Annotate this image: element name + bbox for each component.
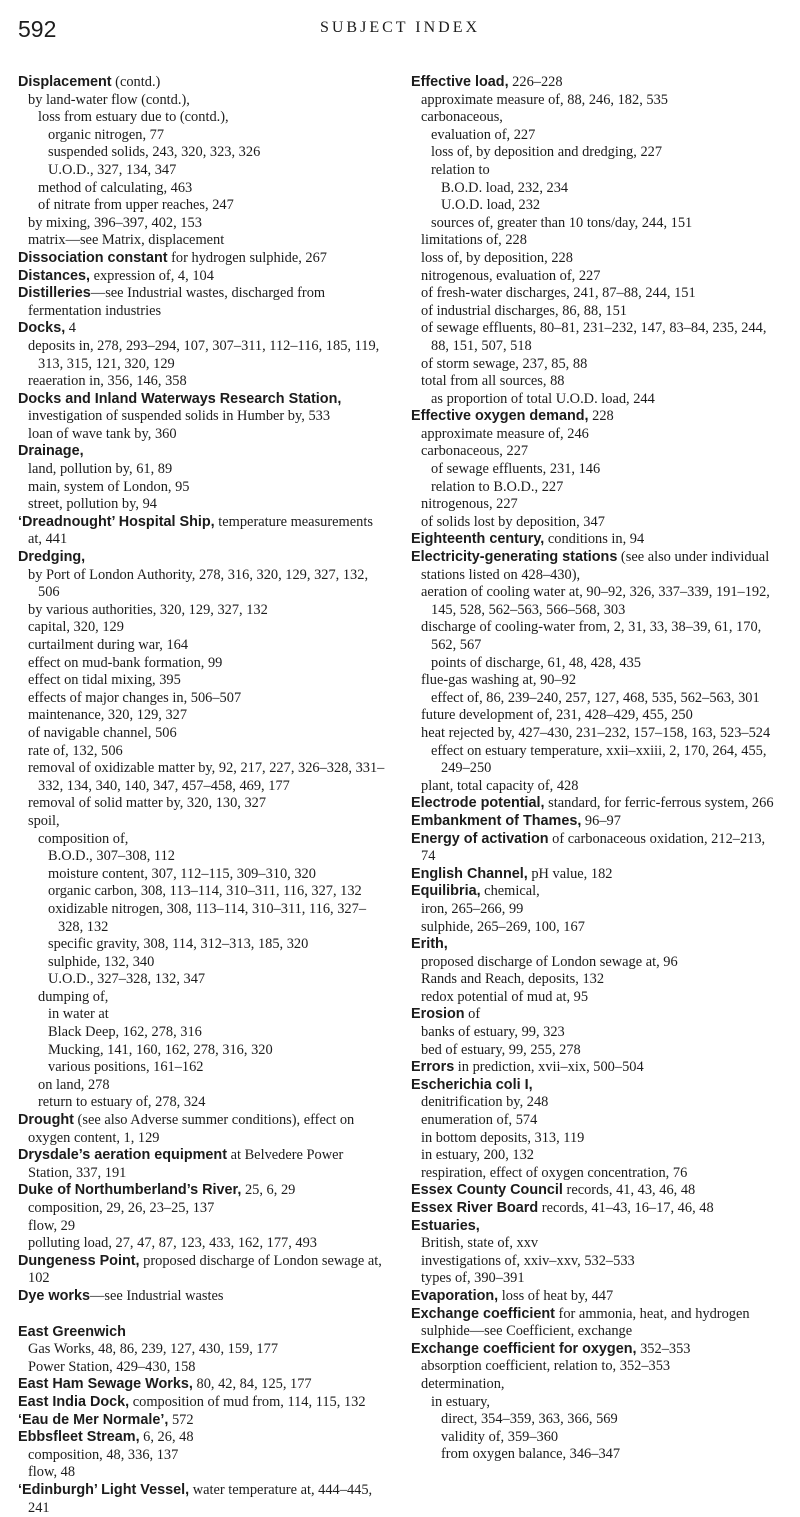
entry-text: records, 41–43, 16–17, 46, 48 <box>538 1200 714 1216</box>
entry-text: proposed discharge of London sewage at, 102 <box>28 1252 382 1287</box>
index-subentry: moisture content, 307, 112–115, 309–310, 320 <box>48 865 316 882</box>
index-subentry: Rands and Reach, deposits, 132 <box>421 971 605 988</box>
entry-heading: Distances, <box>18 267 90 284</box>
index-subentry: main, system of London, 95 <box>28 478 190 495</box>
index-subentry: by land-water flow (contd.), <box>28 91 190 108</box>
index-entry <box>18 1429 389 1447</box>
entry-heading: Embankment of Thames, <box>411 812 582 829</box>
index-subentry: maintenance, 320, 129, 327 <box>28 707 188 724</box>
index-entry <box>18 1253 389 1288</box>
entry-heading: Ebbsfleet Stream, <box>18 1429 140 1446</box>
index-subentry: of sewage effluents, 80–81, 231–232, 147, 83–84, 235, 244, 88, 151, 507, 518 <box>421 320 767 354</box>
index-subentry: effects of major changes in, 506–507 <box>28 689 242 706</box>
index-subentry: rate of, 132, 506 <box>28 742 123 759</box>
index-subentry: limitations of, 228 <box>421 232 527 249</box>
page-number: 592 <box>18 16 57 42</box>
index-subentry: return to estuary of, 278, 324 <box>38 1094 206 1111</box>
index-subentry: U.O.D., 327–328, 132, 347 <box>48 971 206 988</box>
entry-heading: ‘Edinburgh’ Light Vessel, <box>18 1481 190 1498</box>
entry-text: pH value, 182 <box>527 865 613 882</box>
index-subentry: in bottom deposits, 313, 119 <box>421 1129 585 1146</box>
index-subentry: by mixing, 396–397, 402, 153 <box>28 214 202 231</box>
entry-text: 572 <box>168 1411 194 1428</box>
index-subentry: types of, 390–391 <box>421 1270 525 1287</box>
entry-heading: Displacement <box>18 74 112 90</box>
index-subentry: effect on estuary temperature, xxii–xxiii, 2, 170, 264, 455, 249–250 <box>431 742 767 777</box>
index-subentry: land, pollution by, 61, 89 <box>28 461 173 478</box>
index-entry <box>18 1324 389 1342</box>
index-subentry: proposed discharge of London sewage at, 96 <box>421 953 678 970</box>
entry-heading: East Greenwich <box>18 1323 126 1340</box>
entry-text: in prediction, xvii–xix, 500–504 <box>454 1059 644 1076</box>
index-subentry: sources of, greater than 10 tons/day, 244, 151 <box>431 214 693 231</box>
entry-text: of <box>464 1006 481 1023</box>
entry-heading: Drysdale’s aeration equipment <box>18 1147 227 1164</box>
index-entry <box>18 1288 389 1306</box>
entry-heading: Dye works <box>18 1287 90 1304</box>
index-entry <box>411 1288 782 1306</box>
index-entry <box>411 531 782 549</box>
entry-text: 80, 42, 84, 125, 177 <box>192 1376 312 1393</box>
index-subentry: removal of oxidizable matter by, 92, 217, 227, 326–328, 331–332, 134, 340, 140, 347, 457–458, 469, 177 <box>28 760 385 794</box>
index-subentry: composition, 29, 26, 23–25, 137 <box>28 1200 215 1216</box>
index-subentry: of industrial discharges, 86, 88, 151 <box>421 302 627 319</box>
index-subentry: suspended solids, 243, 320, 323, 326 <box>48 144 261 161</box>
index-subentry: in estuary, <box>431 1393 491 1410</box>
entry-text: —see Industrial wastes, discharged from fermentation industries <box>28 285 326 319</box>
index-subentry: relation to <box>431 161 490 178</box>
entry-heading: East Ham Sewage Works, <box>18 1376 193 1393</box>
index-subentry: carbonaceous, <box>421 109 503 126</box>
section-gap <box>18 1306 389 1324</box>
index-subentry: deposits in, 278, 293–294, 107, 307–311, 112–116, 185, 119, 313, 315, 121, 320, 129 <box>28 337 380 372</box>
entry-heading: Docks, <box>18 320 66 337</box>
index-subentry: flow, 29 <box>28 1217 76 1234</box>
entry-text: standard, for ferric-ferrous system, 266 <box>544 795 774 812</box>
entry-heading: Energy of activation <box>411 830 549 847</box>
index-subentry: flow, 48 <box>28 1464 76 1481</box>
index-entry <box>411 1182 782 1200</box>
index-entry <box>411 1059 782 1077</box>
entry-heading: Electrode potential, <box>411 795 545 812</box>
entry-text: 4 <box>65 320 76 337</box>
index-entry <box>18 1394 389 1412</box>
index-subentry: by Port of London Authority, 278, 316, 320, 129, 327, 132, 506 <box>28 566 369 601</box>
index-subentry: plant, total capacity of, 428 <box>421 777 579 794</box>
index-entry <box>411 866 782 884</box>
index-subentry: U.O.D., 327, 134, 347 <box>48 161 177 178</box>
index-subentry: total from all sources, 88 <box>421 373 565 390</box>
index-entry <box>18 443 389 461</box>
index-subentry: removal of solid matter by, 320, 130, 327 <box>28 795 267 812</box>
entry-text: (see also Adverse summer conditions), effect on oxygen content, 1, 129 <box>28 1112 355 1146</box>
entry-heading: Effective load, <box>411 74 509 90</box>
index-subentry: sulphide, 132, 340 <box>48 953 155 970</box>
index-subentry: polluting load, 27, 47, 87, 123, 433, 162, 177, 493 <box>28 1235 318 1252</box>
index-subentry: of navigable channel, 506 <box>28 724 177 741</box>
index-entry <box>411 1218 782 1236</box>
index-subentry: of storm sewage, 237, 85, 88 <box>421 355 588 372</box>
index-entry <box>18 250 389 268</box>
entry-heading: Drought <box>18 1112 74 1129</box>
index-subentry: dumping of, <box>38 988 109 1005</box>
entry-heading: Electricity-generating stations <box>411 549 618 566</box>
index-subentry: in water at <box>48 1006 109 1023</box>
entry-heading: Erith, <box>411 936 448 953</box>
entry-heading: Drainage, <box>18 443 84 460</box>
index-subentry: of sewage effluents, 231, 146 <box>431 461 601 478</box>
index-subentry: discharge of cooling-water from, 2, 31, 33, 38–39, 61, 170, 562, 567 <box>421 619 762 653</box>
running-title: SUBJECT INDEX <box>319 19 481 36</box>
entry-heading: Eighteenth century, <box>411 531 545 548</box>
entry-text: temperature measurements at, 441 <box>28 513 373 548</box>
index-subentry: as proportion of total U.O.D. load, 244 <box>431 390 655 407</box>
entry-heading: Dungeness Point, <box>18 1252 140 1269</box>
index-subentry: approximate measure of, 246 <box>421 425 589 442</box>
index-entry <box>411 831 782 866</box>
entry-text: chemical, <box>480 883 540 900</box>
entry-heading: Exchange coefficient for oxygen, <box>411 1340 637 1357</box>
index-subentry: effect of, 86, 239–240, 257, 127, 468, 535, 562–563, 301 <box>431 689 760 706</box>
index-subentry: investigations of, xxiv–xxv, 532–533 <box>421 1252 635 1269</box>
index-entry <box>18 74 389 92</box>
index-entry <box>411 74 782 92</box>
entry-text: 226–228 <box>508 74 563 90</box>
entry-text: records, 41, 43, 46, 48 <box>562 1182 696 1199</box>
index-subentry: U.O.D. load, 232 <box>441 197 541 214</box>
index-subentry: organic nitrogen, 77 <box>48 126 165 143</box>
index-subentry: of solids lost by deposition, 347 <box>421 513 605 530</box>
index-entry <box>411 1006 782 1024</box>
entry-text: of carbonaceous oxidation, 212–213, 74 <box>421 830 766 865</box>
index-subentry: determination, <box>421 1375 505 1392</box>
index-subentry: loss of, by deposition, 228 <box>421 249 573 266</box>
index-entry <box>411 813 782 831</box>
entry-text: composition of mud from, 114, 115, 132 <box>129 1393 366 1410</box>
index-subentry: B.O.D., 307–308, 112 <box>48 848 175 865</box>
index-subentry: capital, 320, 129 <box>28 619 124 636</box>
index-entry <box>411 408 782 426</box>
entry-text: conditions in, 94 <box>544 531 645 548</box>
index-subentry: effect on tidal mixing, 395 <box>28 672 181 689</box>
entry-heading: Essex River Board <box>411 1200 539 1216</box>
index-subentry: flue-gas washing at, 90–92 <box>421 672 577 689</box>
entry-text: for hydrogen sulphide, 267 <box>167 249 328 266</box>
index-entry <box>18 1112 389 1147</box>
entry-heading: Distilleries <box>18 285 91 302</box>
index-subentry: composition of, <box>38 830 129 847</box>
index-entry <box>411 1077 782 1095</box>
entry-heading: Docks and Inland Waterways Research Station, <box>18 390 342 407</box>
index-subentry: spoil, <box>28 812 60 829</box>
index-subentry: aeration of cooling water at, 90–92, 326, 337–339, 191–192, 145, 528, 562–563, 566–568, 303 <box>421 584 770 618</box>
index-subentry: nitrogenous, evaluation of, 227 <box>421 267 601 284</box>
index-subentry: validity of, 359–360 <box>441 1428 559 1445</box>
index-entry <box>411 795 782 813</box>
index-subentry: carbonaceous, 227 <box>421 443 529 460</box>
index-entry <box>411 936 782 954</box>
entry-text: at Belvedere Power Station, 337, 191 <box>28 1147 344 1181</box>
index-subentry: matrix—see Matrix, displacement <box>28 232 225 249</box>
index-subentry: enumeration of, 574 <box>421 1112 538 1129</box>
index-subentry: loss from estuary due to (contd.), <box>38 109 229 126</box>
entry-text: for ammonia, heat, and hydrogen sulphide—see Coefficient, exchange <box>421 1305 750 1340</box>
entry-text: 228 <box>588 408 614 425</box>
index-subentry: iron, 265–266, 99 <box>421 900 524 917</box>
index-subentry: on land, 278 <box>38 1076 110 1093</box>
entry-heading: Equilibria, <box>411 883 481 900</box>
index-entry <box>18 1182 389 1200</box>
index-subentry: nitrogenous, 227 <box>421 496 518 513</box>
entry-heading: Erosion <box>411 1006 465 1023</box>
entry-heading: ‘Eau de Mer Normale’, <box>18 1411 169 1428</box>
index-subentry: in estuary, 200, 132 <box>421 1147 534 1164</box>
index-subentry: B.O.D. load, 232, 234 <box>441 179 569 196</box>
index-subentry: redox potential of mud at, 95 <box>421 988 589 1005</box>
entry-heading: ‘Dreadnought’ Hospital Ship, <box>18 513 215 530</box>
index-entry <box>18 549 389 567</box>
index-entry <box>18 1412 389 1430</box>
index-subentry: from oxygen balance, 346–347 <box>441 1446 621 1463</box>
index-subentry: evaluation of, 227 <box>431 126 536 143</box>
entry-heading: East India Dock, <box>18 1393 130 1410</box>
entry-text: loss of heat by, 447 <box>498 1287 614 1304</box>
entry-text: expression of, 4, 104 <box>90 267 214 284</box>
index-entry <box>18 1376 389 1394</box>
entry-text: 25, 6, 29 <box>241 1182 296 1199</box>
entry-text: (see also under individual stations listed on 428–430), <box>421 549 770 583</box>
entry-text: (contd.) <box>111 74 161 90</box>
index-subentry: banks of estuary, 99, 323 <box>421 1024 565 1041</box>
index-subentry: direct, 354–359, 363, 366, 569 <box>441 1411 618 1428</box>
entry-heading: Exchange coefficient <box>411 1305 555 1322</box>
index-entry <box>18 1482 389 1517</box>
index-subentry: of fresh-water discharges, 241, 87–88, 244, 151 <box>421 285 696 302</box>
index-entry <box>18 268 389 286</box>
index-entry <box>18 391 389 426</box>
index-subentry: of nitrate from upper reaches, 247 <box>38 197 234 214</box>
index-subentry: reaeration in, 356, 146, 358 <box>28 373 187 390</box>
index-entry <box>18 320 389 338</box>
entry-heading: Essex County Council <box>411 1182 563 1199</box>
entry-heading: Dredging, <box>18 549 86 566</box>
index-subentry: Gas Works, 48, 86, 239, 127, 430, 159, 177 <box>28 1341 279 1358</box>
entry-heading: Effective oxygen demand, <box>411 408 589 425</box>
index-subentry: organic carbon, 308, 113–114, 310–311, 116, 327, 132 <box>48 883 362 900</box>
entry-heading: Evaporation, <box>411 1287 499 1304</box>
index-subentry: heat rejected by, 427–430, 231–232, 157–158, 163, 523–524 <box>421 724 771 741</box>
page-header <box>18 16 782 44</box>
index-subentry: points of discharge, 61, 48, 428, 435 <box>431 654 641 671</box>
index-subentry: Mucking, 141, 160, 162, 278, 316, 320 <box>48 1041 273 1058</box>
index-subentry: by various authorities, 320, 129, 327, 132 <box>28 601 268 618</box>
index-entry <box>411 1306 782 1341</box>
index-entry <box>411 1200 782 1218</box>
entry-text: —see Industrial wastes <box>90 1287 224 1304</box>
index-subentry: approximate measure of, 88, 246, 182, 535 <box>421 91 668 108</box>
index-subentry: future development of, 231, 428–429, 455, 250 <box>421 707 693 724</box>
entry-text: 6, 26, 48 <box>139 1429 194 1446</box>
index-subentry: effect on mud-bank formation, 99 <box>28 654 223 671</box>
index-subentry: bed of estuary, 99, 255, 278 <box>421 1041 581 1058</box>
index-entry <box>411 883 782 901</box>
index-subentry: loan of wave tank by, 360 <box>28 425 177 442</box>
index-subentry: method of calculating, 463 <box>38 179 193 196</box>
index-subentry: denitrification by, 248 <box>421 1094 549 1111</box>
index-subentry: respiration, effect of oxygen concentration, 76 <box>421 1164 688 1181</box>
index-subentry: sulphide, 265–269, 100, 167 <box>421 918 585 935</box>
entry-heading: Duke of Northumberland’s River, <box>18 1182 242 1199</box>
index-entry <box>18 1147 389 1182</box>
index-subentry: relation to B.O.D., 227 <box>431 478 564 495</box>
index-entry <box>18 514 389 549</box>
entry-heading: Estuaries, <box>411 1217 480 1234</box>
entry-heading: English Channel, <box>411 865 528 882</box>
index-subentry: various positions, 161–162 <box>48 1059 204 1076</box>
index-subentry: specific gravity, 308, 114, 312–313, 185, 320 <box>48 936 309 953</box>
index-subentry: composition, 48, 336, 137 <box>28 1446 179 1463</box>
index-entry <box>411 549 782 584</box>
left-column <box>18 74 389 1517</box>
index-columns <box>18 74 782 1517</box>
index-subentry: Power Station, 429–430, 158 <box>28 1358 196 1375</box>
index-subentry: street, pollution by, 94 <box>28 496 157 513</box>
index-subentry: absorption coefficient, relation to, 352–353 <box>421 1358 671 1375</box>
index-subentry: curtailment during war, 164 <box>28 637 189 653</box>
entry-text: water temperature at, 444–445, 241 <box>28 1481 373 1516</box>
index-subentry: British, state of, xxv <box>421 1235 539 1252</box>
entry-heading: Dissociation constant <box>18 249 168 266</box>
index-subentry: loss of, by deposition and dredging, 227 <box>431 144 663 161</box>
index-entry <box>411 1341 782 1359</box>
entry-heading: Errors <box>411 1059 455 1076</box>
entry-heading: Escherichia coli I, <box>411 1076 533 1093</box>
entry-text: 352–353 <box>636 1340 691 1357</box>
index-subentry: oxidizable nitrogen, 308, 113–114, 310–311, 116, 327–328, 132 <box>48 900 367 935</box>
entry-text: investigation of suspended solids in Humber by, 533 <box>28 408 331 425</box>
index-entry <box>18 285 389 320</box>
entry-text: 96–97 <box>581 812 621 829</box>
right-column <box>411 74 782 1517</box>
index-subentry: Black Deep, 162, 278, 316 <box>48 1024 202 1041</box>
